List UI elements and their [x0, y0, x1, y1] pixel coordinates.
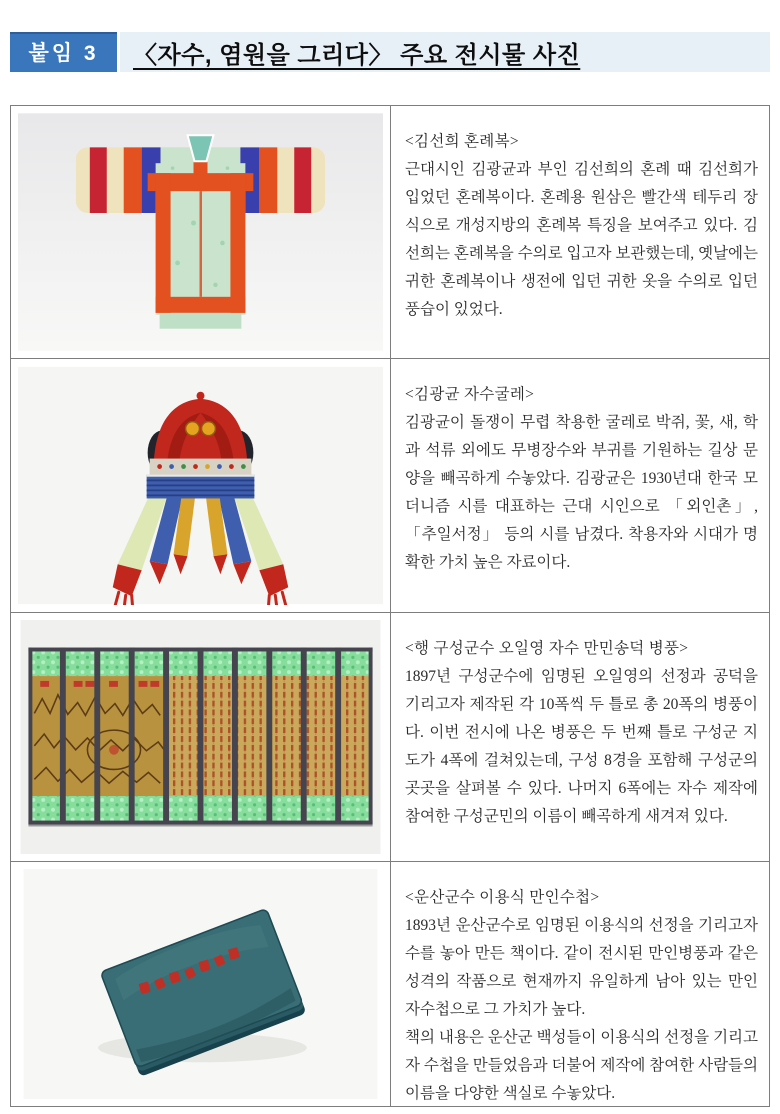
photo-cell [11, 862, 390, 1106]
gulle-cap-photo [18, 366, 383, 605]
photo-cell [11, 106, 390, 358]
description-cell [390, 359, 769, 612]
exhibit-table [10, 105, 770, 1107]
table-row [11, 861, 769, 1106]
description-cell [390, 613, 769, 861]
wedding-robe-illustration [18, 113, 383, 351]
item-body: 김광균이 돌쟁이 무렵 착용한 굴레로 박쥐, 꽃, 새, 학과 석류 외에도 무병장수와 부귀를 기원하는 길상 문양을 빼곡하게 수놓았다. 김광균은 1930년대 한국 모더니즘 시를 대표하는 근대 시인으로 「외인촌」,「추일서정」 등의 시를 남겼다. 착용자와 시대가 명확한 가치 높은 자료이다. [405, 414, 758, 571]
table-row [11, 358, 769, 612]
page-title: 〈자수, 염원을 그리다〉 주요 전시물 사진 [133, 41, 581, 69]
description-cell [390, 862, 769, 1106]
item-title: <김선희 혼례복> [405, 133, 519, 150]
table-row [11, 612, 769, 861]
item-body: 근대시인 김광균과 부인 김선희의 혼례 때 김선희가 입었던 혼례복이다. 혼례용 원삼은 빨간색 테두리 장식으로 개성지방의 혼례복 특징을 보여주고 있다. 김선희는 혼례복을 수의로 입고자 보관했는데, 옛날에는 귀한 혼례복이나 생전에 입던 귀한 옷을 수의로 입던 풍습이 있었다. [405, 161, 758, 318]
item-title: <운산군수 이용식 만인수첩> [405, 889, 600, 906]
embroidered-book-photo [18, 869, 383, 1099]
item-body: 1893년 운산군수로 임명된 이용식의 선정을 기리고자 수를 놓아 만든 책이다. 같이 전시된 만인병풍과 같은 성격의 작품으로 현재까지 유일하게 남아 있는 만인 자수첩으로 그 가치가 높다. [405, 917, 758, 1018]
folding-screen-illustration [18, 620, 383, 854]
attachment-header [10, 32, 770, 72]
folding-screen-photo [18, 620, 383, 854]
gulle-cap-illustration [18, 366, 383, 605]
item-title: <김광균 자수굴레> [405, 386, 535, 403]
item-title: <행 구성군수 오일영 자수 만민송덕 병풍> [405, 640, 689, 657]
table-row [11, 106, 769, 358]
header-band [120, 32, 770, 72]
item-body-2: 책의 내용은 운산군 백성들이 이용식의 선정을 기리고자 수첩을 만들었음과 더불어 제작에 참여한 사람들의 이름을 다양한 색실로 수놓았다. [405, 1029, 758, 1102]
embroidered-book-illustration [18, 869, 383, 1099]
photo-cell [11, 359, 390, 612]
description-cell [390, 106, 769, 358]
attachment-badge: 붙임 3 [10, 32, 117, 72]
item-body: 1897년 구성군수에 임명된 오일영의 선정과 공덕을 기리고자 제작된 각 10폭씩 두 틀로 총 20폭의 병풍이다. 이번 전시에 나온 병풍은 두 번째 틀로 구성군 지도가 4폭에 걸쳐있는데, 구성 8경을 포함해 구성군의 곳곳을 살펴볼 수 있다. 나머지 6폭에는 자수 제작에 참여한 구성군민의 이름이 빼곡하게 새겨져 있다. [405, 668, 758, 825]
photo-cell [11, 613, 390, 861]
wedding-robe-photo [18, 113, 383, 351]
